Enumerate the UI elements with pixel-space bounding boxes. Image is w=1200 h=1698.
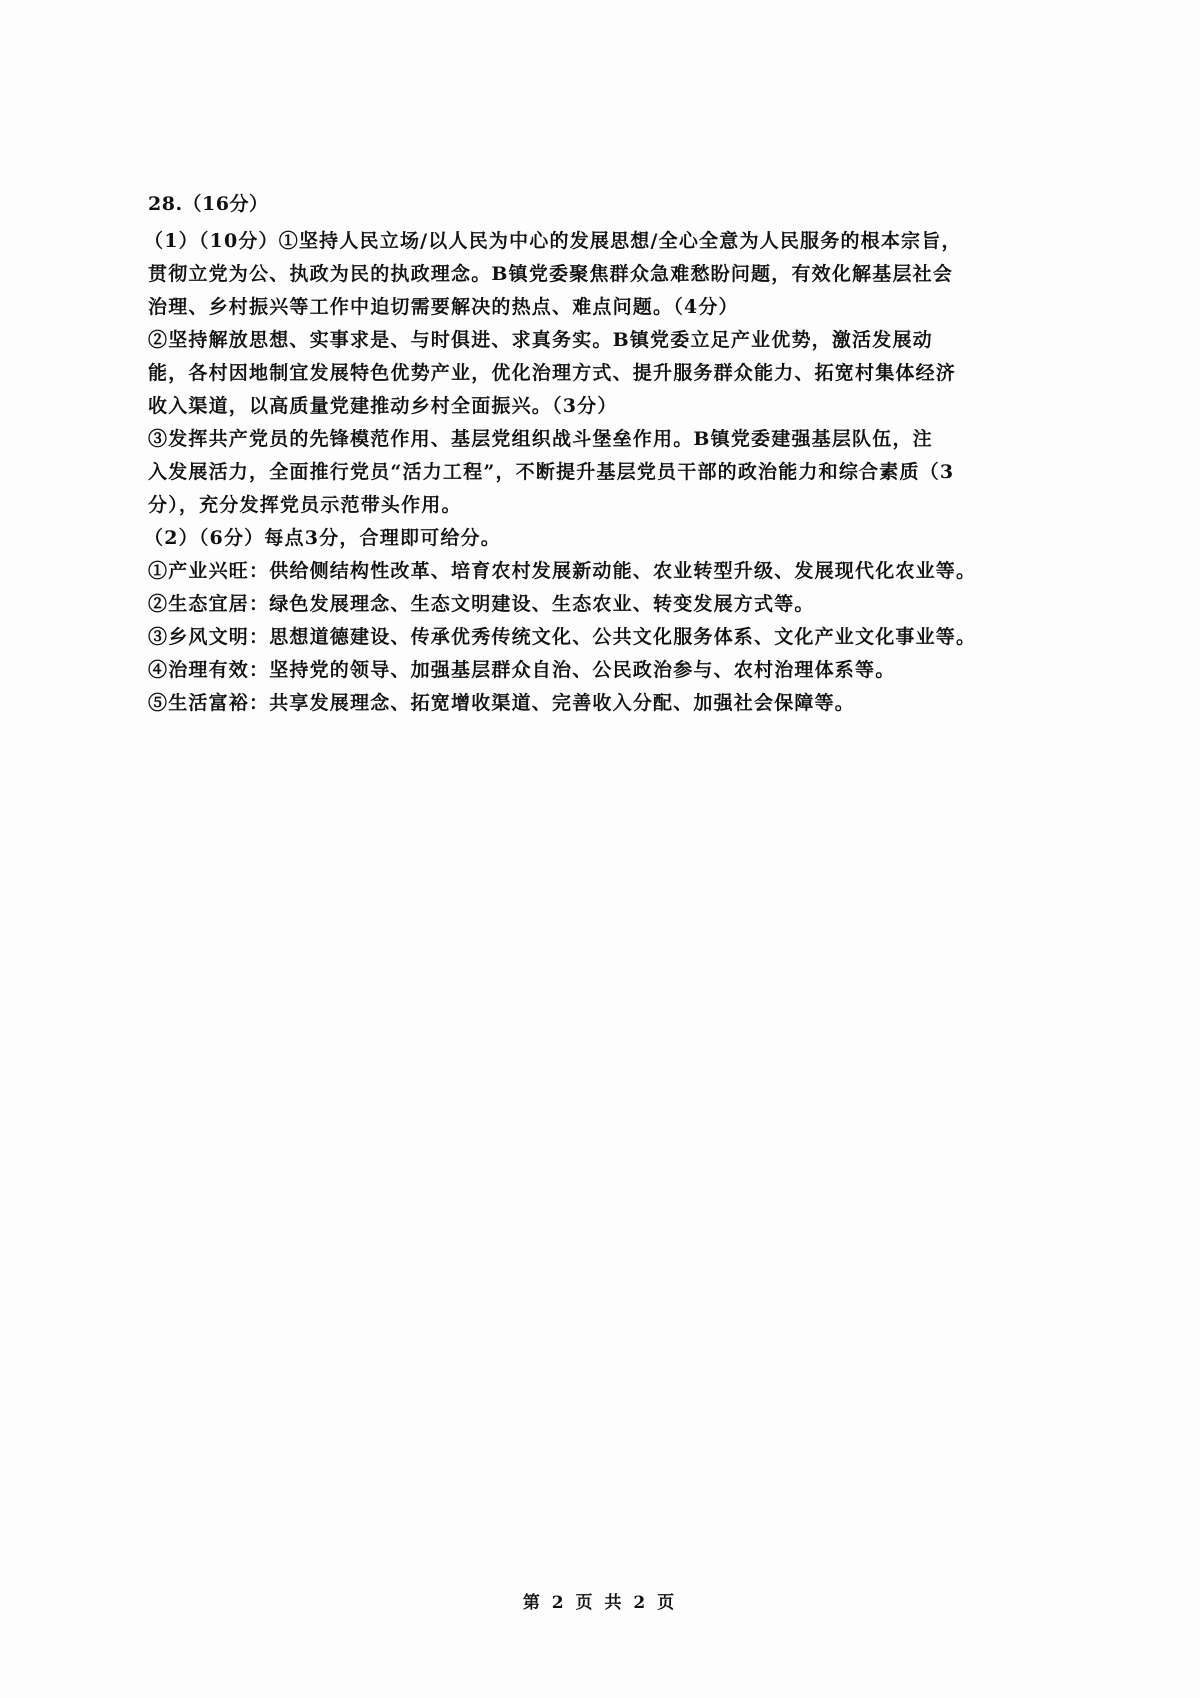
text-line: 贯彻立党为公、执政为民的执政理念。B镇党委聚焦群众急难愁盼问题，有效化解基层社会 (148, 263, 954, 285)
text-line: ②坚持解放思想、实事求是、与时俱进、求真务实。B镇党委立足产业优势，激活发展动 (148, 329, 933, 351)
text-line: 能，各村因地制宜发展特色优势产业，优化治理方式、提升服务群众能力、拓宽村集体经济 (148, 362, 957, 384)
text-line: 入发展活力，全面推行党员“活力工程”，不断提升基层党员干部的政治能力和综合素质（3 (148, 461, 955, 483)
text-line: ②生态宜居：绿色发展理念、生态文明建设、生态农业、转变发展方式等。 (148, 593, 815, 615)
text-line: （2）（6分）每点3分，合理即可给分。 (144, 527, 501, 549)
text-line: ③发挥共产党员的先锋模范作用、基层党组织战斗堡垒作用。B镇党委建强基层队伍，注 (148, 428, 933, 450)
text-line: 收入渠道，以高质量党建推动乡村全面振兴。（3分） (148, 395, 618, 417)
text-line: ④治理有效：坚持党的领导、加强基层群众自治、公民政治参与、农村治理体系等。 (148, 659, 896, 681)
text-line: 分），充分发挥党员示范带头作用。 (148, 494, 462, 516)
text-line: ①产业兴旺：供给侧结构性改革、培育农村发展新动能、农业转型升级、发展现代化农业等。 (148, 560, 977, 582)
question-title: 28.（16分） (148, 193, 269, 215)
text-line: ⑤生活富裕：共享发展理念、拓宽增收渠道、完善收入分配、加强社会保障等。 (148, 692, 856, 714)
page-footer: 第 2 页 共 2 页 (522, 1593, 678, 1613)
text-line: ③乡风文明：思想道德建设、传承优秀传统文化、公共文化服务体系、文化产业文化事业等。 (148, 626, 977, 648)
answer-content (144, 188, 1078, 720)
text-line: （1）（10分）①坚持人民立场/以人民为中心的发展思想/全心全意为人民服务的根本宗旨， (144, 230, 962, 252)
text-line: 治理、乡村振兴等工作中迫切需要解决的热点、难点问题。（4分） (148, 296, 739, 318)
